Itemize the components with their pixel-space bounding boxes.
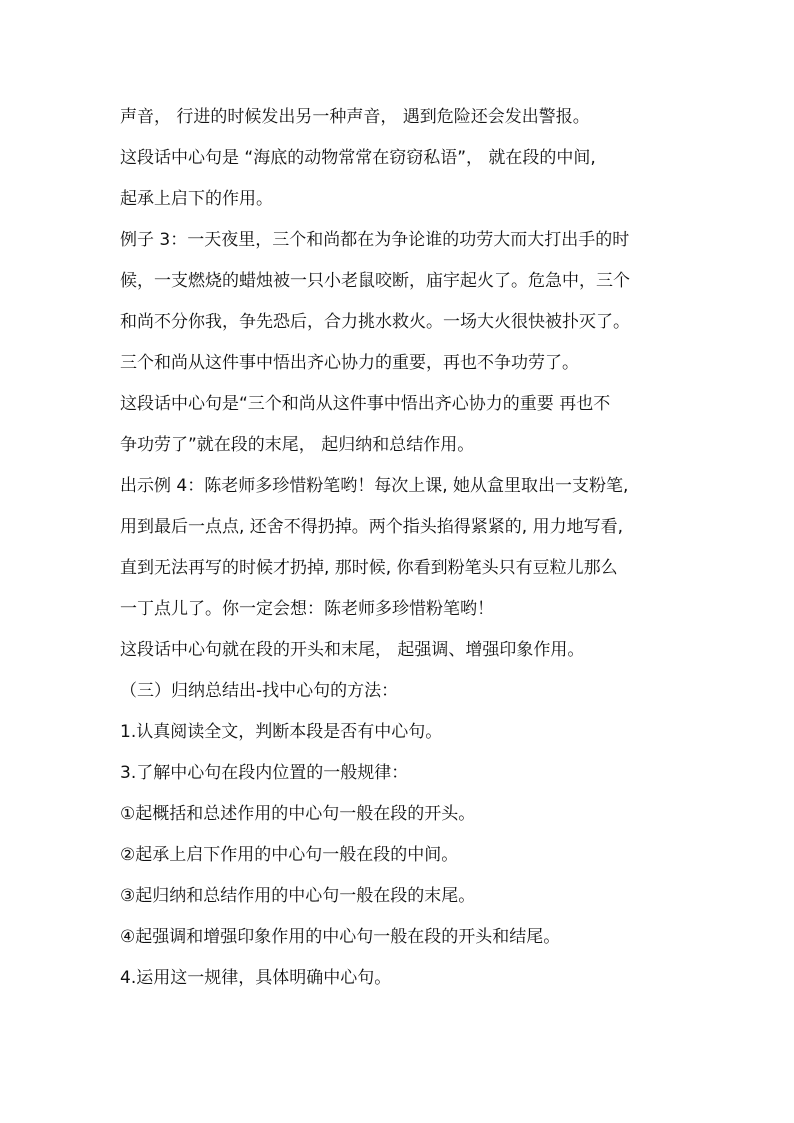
text-line: 候，一支燃烧的蜡烛被一只小老鼠咬断，庙宇起火了。危急中，三个 bbox=[120, 271, 630, 291]
list-item: ②起承上启下作用的中心句一般在段的中间。 bbox=[120, 845, 459, 865]
text-line: 出示例 4：陈老师多珍惜粉笔哟！每次上课, 她从盒里取出一支粉笔, bbox=[120, 476, 629, 496]
text-line: 三个和尚从这件事中悟出齐心协力的重要，再也不争功劳了。 bbox=[120, 353, 579, 373]
section-heading: （三）归纳总结出-找中心句的方法： bbox=[120, 681, 399, 701]
list-item: ①起概括和总述作用的中心句一般在段的开头。 bbox=[120, 804, 476, 824]
text-line: 这段话中心句是 “海底的动物常常在窃窃私语”， 就在段的中间, bbox=[120, 148, 596, 168]
document-body bbox=[120, 97, 680, 999]
text-line: 这段话中心句是“三个和尚从这件事中悟出齐心协力的重要 再也不 bbox=[120, 394, 611, 414]
list-item: 4.运用这一规律，具体明确中心句。 bbox=[120, 968, 392, 988]
text-line: 这段话中心句就在段的开头和末尾， 起强调、增强印象作用。 bbox=[120, 640, 585, 660]
text-line: 起承上启下的作用。 bbox=[120, 189, 273, 209]
list-item: ③起归纳和总结作用的中心句一般在段的末尾。 bbox=[120, 886, 476, 906]
text-line: 争功劳了”就在段的末尾， 起归纳和总结作用。 bbox=[120, 435, 475, 455]
text-line: 例子 3：一天夜里，三个和尚都在为争论谁的功劳大而大打出手的时 bbox=[120, 230, 630, 250]
text-line: 声音， 行进的时候发出另一种声音， 遇到危险还会发出警报。 bbox=[120, 107, 590, 127]
list-item: ④起强调和增强印象作用的中心句一般在段的开头和结尾。 bbox=[120, 927, 561, 947]
text-line: 一丁点儿了。你一定会想：陈老师多珍惜粉笔哟！ bbox=[120, 599, 494, 619]
text-line: 和尚不分你我，争先恐后，合力挑水救火。一场大火很快被扑灭了。 bbox=[120, 312, 630, 332]
text-line: 直到无法再写的时候才扔掉, 那时候, 你看到粉笔头只有豆粒儿那么 bbox=[120, 558, 618, 578]
text-line: 用到最后一点点, 还舍不得扔掉。两个指头掐得紧紧的, 用力地写看, bbox=[120, 517, 624, 537]
list-item: 3.了解中心句在段内位置的一般规律： bbox=[120, 763, 409, 783]
list-item: 1.认真阅读全文，判断本段是否有中心句。 bbox=[120, 722, 443, 742]
